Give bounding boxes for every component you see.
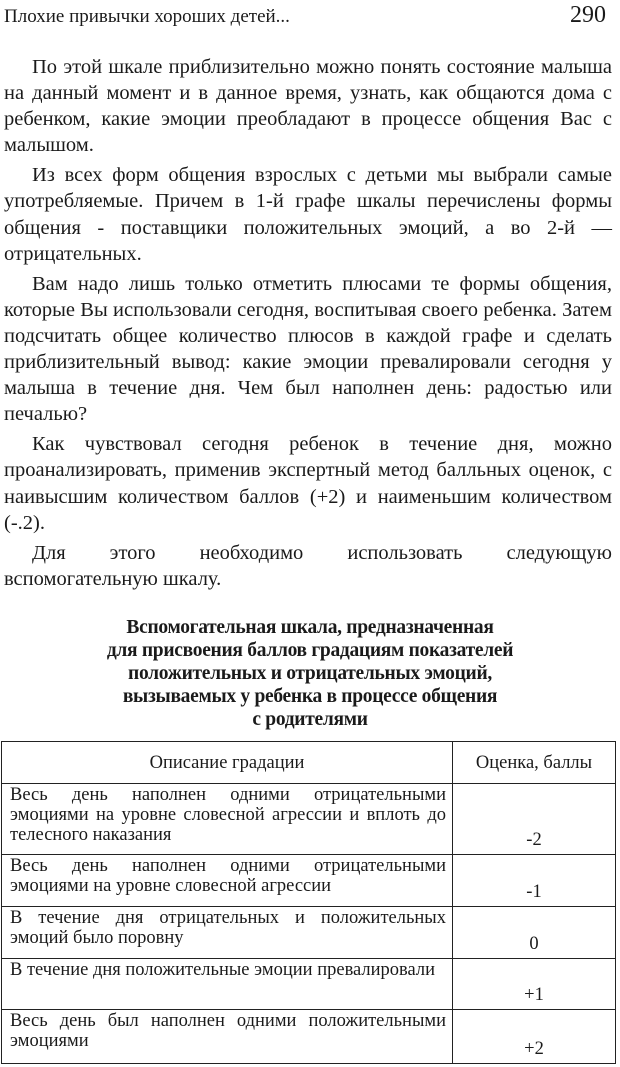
column-header-score: Оценка, баллы (453, 742, 616, 784)
gradation-description: В течение дня отрицательных и положительных эмоций было поровну (2, 907, 453, 959)
gradation-description: Весь день наполнен одними отрицательными эмоциями на уровне словесной агрессии и вплоть до телесного наказания (2, 784, 453, 855)
page-number: 290 (570, 2, 606, 28)
gradation-description: Весь день наполнен одними отрицательными эмоциями на уровне словесной агрессии (2, 855, 453, 907)
column-header-description: Описание градации (2, 742, 453, 784)
paragraph: Вам надо лишь только отметить плюсами те формы общения, которые Вы использовали сегодня, воспитывая своего ребенка. Затем подсчитать общее количество плюсов в каждой графе и сделать приблизительный вывод: какие эмоции превалировали сегодня у малыша в течение дня. Чем был наполнен день: радостью или печалью? (4, 272, 612, 426)
table-row (2, 959, 616, 1010)
paragraph: По этой шкале приблизительно можно понять состояние малыша на данный момент и в данное время, узнать, как общаются дома с ребенком, какие эмоции преобладают в процессе общения Вас с малышом. (4, 56, 612, 157)
table-row (2, 1010, 616, 1064)
paragraph: Для этого необходимо использовать следующую вспомогательную шкалу. (4, 541, 612, 590)
table-row (2, 907, 616, 959)
table-title (0, 616, 620, 731)
gradation-score: +1 (453, 959, 616, 1010)
page-header (0, 2, 620, 36)
body-text (4, 54, 612, 596)
gradation-score: -1 (453, 855, 616, 907)
gradation-score: -2 (453, 784, 616, 855)
scale-table (1, 741, 616, 1064)
gradation-score: 0 (453, 907, 616, 959)
table-row (2, 855, 616, 907)
table-row (2, 784, 616, 855)
paragraph: Из всех форм общения взрослых с детьми мы выбрали самые употребляемые. Причем в 1-й графе шкалы перечислены формы общения - поставщики положительных эмоций, а во 2-й — отрицательных. (4, 164, 612, 265)
gradation-description: Весь день был наполнен одними положительными эмоциями (2, 1010, 453, 1064)
running-title: Плохие привычки хороших детей... (4, 6, 290, 27)
table-title-line: Вспомогательная шкала, предназначенная (126, 617, 494, 638)
paragraph: Как чувствовал сегодня ребенок в течение дня, можно проанализировать, применив экспертный метод балльных оценок, с наивысшим количеством баллов (+2) и наименьшим количеством (-.2). (4, 433, 612, 534)
table-header-row (2, 742, 616, 784)
table-title-line: для присвоения баллов градациям показателей (106, 640, 514, 661)
table-title-line: положительных и отрицательных эмоций, (128, 663, 492, 684)
table-title-line: вызываемых у ребенка в процессе общения (122, 686, 498, 707)
gradation-score: +2 (453, 1010, 616, 1064)
table-title-line: с родителями (252, 709, 368, 730)
gradation-description: В течение дня положительные эмоции превалировали (2, 959, 453, 1010)
